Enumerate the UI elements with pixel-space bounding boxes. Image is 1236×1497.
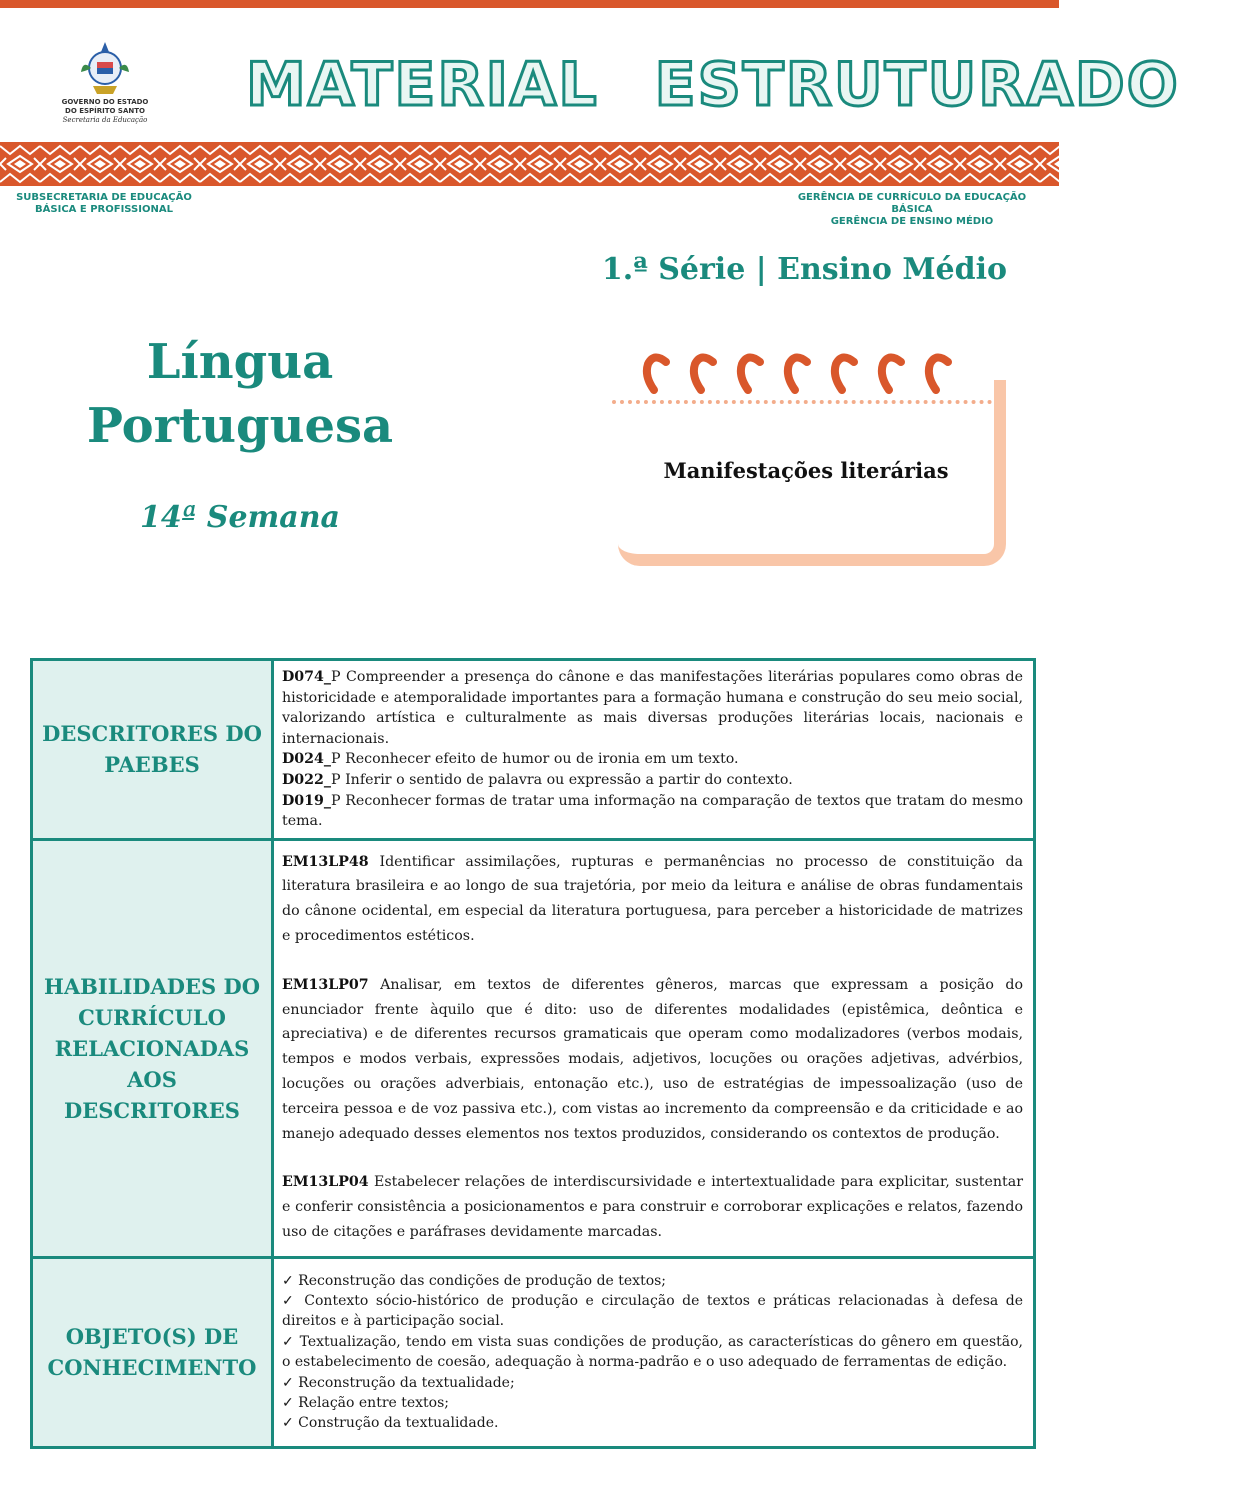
logo-line-2: DO ESPÍRITO SANTO	[65, 107, 145, 115]
sub-left-line-2: BÁSICA E PROFISSIONAL	[35, 204, 173, 215]
habilidade-text: Identificar assimilações, rupturas e permanências no processo de constituição da literatura brasileira e ao longo de sua trajetória, por meio da leitura e análise de obras fundamentais do cânone ocidental, em especial da literatura portuguesa, para perceber a historicidade de matrizes e procedimentos estéticos.	[282, 853, 1023, 945]
label-habilidades	[32, 839, 273, 1257]
coat-of-arms-icon	[75, 38, 135, 98]
curriculum-table	[30, 658, 1036, 1449]
descritor-code: D024_	[282, 751, 332, 768]
banner-title	[246, 50, 1180, 120]
decorative-pattern-band	[0, 142, 1059, 186]
row-habilidades	[32, 839, 1035, 1257]
row-descritores	[32, 660, 1035, 840]
label-habilidades-line-1: HABILIDADES DO	[44, 973, 260, 999]
descritor-text: P Inferir o sentido de palavra ou expressão a partir do contexto.	[331, 771, 793, 788]
objeto-item: ✓ Contexto sócio-histórico de produção e circulação de textos e práticas relacionadas à defesa de direitos e à participação social.	[282, 1293, 1023, 1330]
serie-heading: 1.ª Série | Ensino Médio	[601, 252, 1007, 287]
objeto-item: ✓ Relação entre textos;	[282, 1395, 450, 1412]
row-objetos	[32, 1257, 1035, 1447]
descritor-code: D022_	[282, 771, 332, 788]
label-habilidades-line-3: RELACIONADAS	[54, 1035, 250, 1061]
descritor-item	[282, 770, 1023, 791]
banner-word-2: ESTRUTURADO	[654, 50, 1180, 120]
descritor-text: P Reconhecer formas de tratar uma informação na comparação de textos que tratam do mesmo tema.	[282, 792, 1023, 830]
habilidade-text: Analisar, em textos de diferentes gêneros, marcas que expressam a posição do enunciador frente àquilo que é dito: uso de diferentes modalidades (epistêmica, deôntica e apreciativa) e de diferentes recursos gramaticais que operam como modalizadores (verbos modais, tempos e modos verbais, expressões modais, adjetivos, locuções ou orações adjetivas, advérbios, locuções ou orações adverbiais, entonação etc.), uso de estratégias de impessoalização (uso de terceira pessoa e de voz passiva etc.), com vistas ao incremento da compreensão e da criticidade e ao manejo adequado desses elementos nos textos produzidos, considerando os contextos de produção.	[282, 976, 1023, 1142]
descritor-item	[282, 791, 1023, 832]
label-habilidades-line-2: CURRÍCULO	[78, 1004, 226, 1030]
objeto-item: ✓ Construção da textualidade.	[282, 1415, 499, 1432]
habilidade-item	[282, 850, 1023, 949]
habilidade-item	[282, 973, 1023, 1147]
descritor-text: P Compreender a presença do cânone e das manifestações literárias populares como obras de historicidade e atemporalidade importantes para a formação humana e construção do seu meio social, valorizando artística e culturalmente as mais diversas produções literárias locais, nacionais e internacionais.	[282, 669, 1023, 747]
label-habilidades-line-4: AOS DESCRITORES	[64, 1066, 240, 1123]
notebook-card	[612, 340, 1012, 572]
sub-right-line-1: GERÊNCIA DE CURRÍCULO DA EDUCAÇÃO BÁSICA	[797, 192, 1027, 215]
habilidade-text: Estabelecer relações de interdiscursividade e intertextualidade para explicitar, sustentar e conferir consistência a posicionamentos e para construir e corroborar explicações e relatos, fazendo uso de citações e paráfrases devidamente marcadas.	[282, 1174, 1023, 1241]
label-descritores-line-1: DESCRITORES DO	[42, 721, 262, 747]
label-descritores-line-2: PAEBES	[104, 752, 200, 778]
top-stripe	[0, 0, 1059, 8]
objeto-item: ✓ Reconstrução das condições de produção de textos;	[282, 1272, 667, 1289]
content-descritores	[273, 660, 1035, 840]
habilidade-item	[282, 1170, 1023, 1244]
sub-right-line-2: GERÊNCIA DE ENSINO MÉDIO	[830, 216, 994, 227]
gerencia-label	[777, 192, 1047, 228]
subject-title-line-1: Língua	[146, 334, 334, 390]
banner-word-1: MATERIAL	[246, 50, 599, 120]
habilidade-code: EM13LP04	[282, 1174, 369, 1191]
descritor-item	[282, 749, 1023, 770]
spiral-rings-icon	[636, 346, 966, 406]
descritor-text: P Reconhecer efeito de humor ou de ironia em um texto.	[331, 751, 739, 768]
content-objetos	[273, 1257, 1035, 1447]
logo-line-1: GOVERNO DO ESTADO	[61, 98, 149, 106]
sub-left-line-1: SUBSECRETARIA DE EDUCAÇÃO	[16, 192, 192, 203]
descritor-item	[282, 667, 1023, 749]
subject-title	[60, 330, 420, 458]
descritor-code: D074_	[282, 669, 332, 685]
content-habilidades	[273, 839, 1035, 1257]
habilidade-code: EM13LP48	[282, 853, 369, 870]
objeto-item: ✓ Textualização, tendo em vista suas condições de produção, as características do gênero em questão, o estabelecimento de coesão, adequação à norma-padrão e o uso adequado de ferramentas de edição.	[282, 1333, 1023, 1371]
notebook-title: Manifestações literárias	[663, 458, 949, 483]
label-descritores	[32, 660, 273, 840]
label-objetos-line-2: CONHECIMENTO	[47, 1355, 257, 1381]
subject-title-line-2: Portuguesa	[86, 398, 394, 454]
label-objetos	[32, 1257, 273, 1447]
week-label: 14ª Semana	[140, 500, 340, 535]
logo-line-3: Secretaria da Educação	[62, 116, 148, 124]
label-objetos-line-1: OBJETO(S) DE	[65, 1324, 239, 1350]
subsecretaria-label	[16, 192, 192, 216]
habilidade-code: EM13LP07	[282, 976, 369, 993]
government-logo	[50, 38, 160, 134]
objeto-item: ✓ Reconstrução da textualidade;	[282, 1374, 515, 1391]
descritor-code: D019_	[282, 792, 332, 809]
